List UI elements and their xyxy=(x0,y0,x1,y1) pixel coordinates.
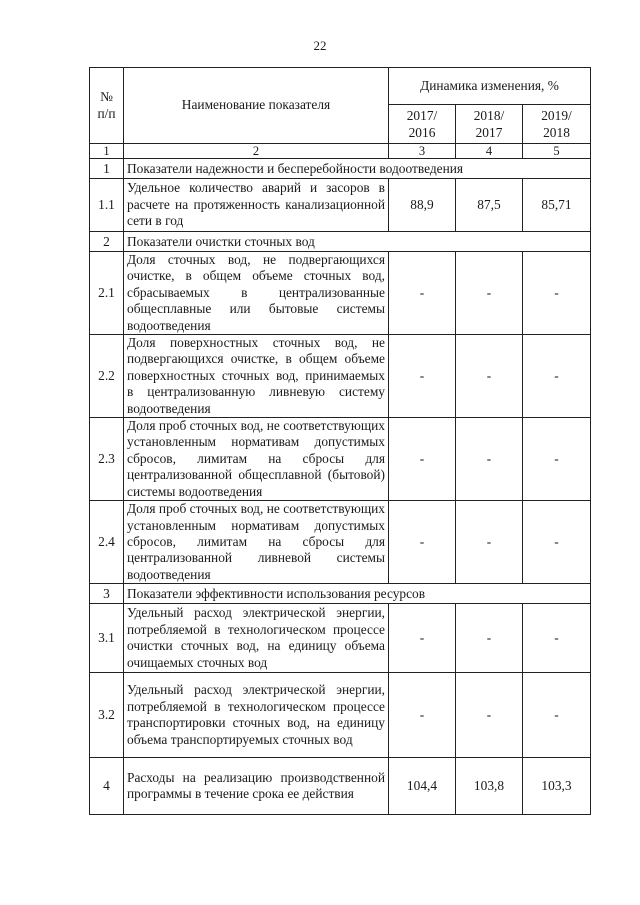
column-index: 1 xyxy=(90,144,124,159)
table-row xyxy=(90,179,591,232)
section-title: Показатели эффективности использования ресурсов xyxy=(124,584,591,604)
row-value: - xyxy=(456,418,523,501)
row-num: 2.3 xyxy=(90,418,124,501)
indicators-table xyxy=(89,67,591,815)
section-title: Показатели очистки сточных вод xyxy=(124,232,591,252)
row-name: Доля проб сточных вод, не соответствующих установленным нормативам допустимых сбросов, лимитам на сбросы для централизованной общесплавной (бытовой) системы водоотведения xyxy=(124,418,389,501)
column-index-row xyxy=(90,144,591,159)
row-name: Удельный расход электрической энергии, потребляемой в технологическом процессе транспортировки сточных вод, на единицу объема транспортируемых сточных вод xyxy=(124,673,389,758)
table-row xyxy=(90,758,591,815)
row-num: 2.1 xyxy=(90,252,124,335)
row-value: - xyxy=(389,335,456,418)
row-value: - xyxy=(456,501,523,584)
row-value: - xyxy=(389,501,456,584)
table-row xyxy=(90,252,591,335)
row-value: 88,9 xyxy=(389,179,456,232)
row-value: - xyxy=(523,501,591,584)
row-value: - xyxy=(523,418,591,501)
table-row xyxy=(90,673,591,758)
row-value: - xyxy=(523,335,591,418)
table-row xyxy=(90,604,591,673)
row-name: Доля сточных вод, не подвергающихся очистке, в общем объеме сточных вод, сбрасываемых в централизованные общесплавные или бытовые системы водоотведения xyxy=(124,252,389,335)
row-value: - xyxy=(456,252,523,335)
row-value: - xyxy=(389,604,456,673)
row-value: - xyxy=(456,604,523,673)
header-year: 2017/ 2016 xyxy=(389,105,456,144)
row-name: Доля проб сточных вод, не соответствующих установленным нормативам допустимых сбросов, лимитам на сбросы для централизованной ливневой системы водоотведения xyxy=(124,501,389,584)
column-index: 5 xyxy=(523,144,591,159)
row-value: - xyxy=(523,604,591,673)
section-num: 2 xyxy=(90,232,124,252)
section-num: 3 xyxy=(90,584,124,604)
row-value: 103,8 xyxy=(456,758,523,815)
page-number: 22 xyxy=(313,38,327,53)
row-num: 4 xyxy=(90,758,124,815)
section-title: Показатели надежности и бесперебойности водоотведения xyxy=(124,159,591,179)
column-index: 2 xyxy=(124,144,389,159)
header-name: Наименование показателя xyxy=(124,68,389,144)
row-value: 103,3 xyxy=(523,758,591,815)
section-num: 1 xyxy=(90,159,124,179)
row-value: - xyxy=(523,252,591,335)
row-value: 87,5 xyxy=(456,179,523,232)
row-name: Доля поверхностных сточных вод, не подвергающихся очистке, в общем объеме поверхностных сточных вод, принимаемых в централизованную ливневую систему водоотведения xyxy=(124,335,389,418)
row-value: - xyxy=(389,673,456,758)
row-num: 3.2 xyxy=(90,673,124,758)
row-num: 2.2 xyxy=(90,335,124,418)
row-value: - xyxy=(456,673,523,758)
row-value: 104,4 xyxy=(389,758,456,815)
row-value: - xyxy=(389,418,456,501)
header-year: 2018/ 2017 xyxy=(456,105,523,144)
header-dynamics: Динамика изменения, % xyxy=(389,68,591,105)
row-num: 3.1 xyxy=(90,604,124,673)
table-row xyxy=(90,501,591,584)
header-year: 2019/ 2018 xyxy=(523,105,591,144)
table-row xyxy=(90,335,591,418)
header-num: № п/п xyxy=(90,68,124,144)
table-row xyxy=(90,418,591,501)
row-num: 2.4 xyxy=(90,501,124,584)
row-name: Расходы на реализацию производственной программы в течение срока ее действия xyxy=(124,758,389,815)
row-value: - xyxy=(456,335,523,418)
row-name: Удельное количество аварий и засоров в расчете на протяженность канализационной сети в год xyxy=(124,179,389,232)
column-index: 3 xyxy=(389,144,456,159)
row-name: Удельный расход электрической энергии, потребляемой в технологическом процессе очистки сточных вод, на единицу объема очищаемых сточных вод xyxy=(124,604,389,673)
section-row xyxy=(90,159,591,179)
row-num: 1.1 xyxy=(90,179,124,232)
section-row xyxy=(90,232,591,252)
section-row xyxy=(90,584,591,604)
header-row xyxy=(90,68,591,105)
row-value: 85,71 xyxy=(523,179,591,232)
row-value: - xyxy=(389,252,456,335)
row-value: - xyxy=(523,673,591,758)
column-index: 4 xyxy=(456,144,523,159)
